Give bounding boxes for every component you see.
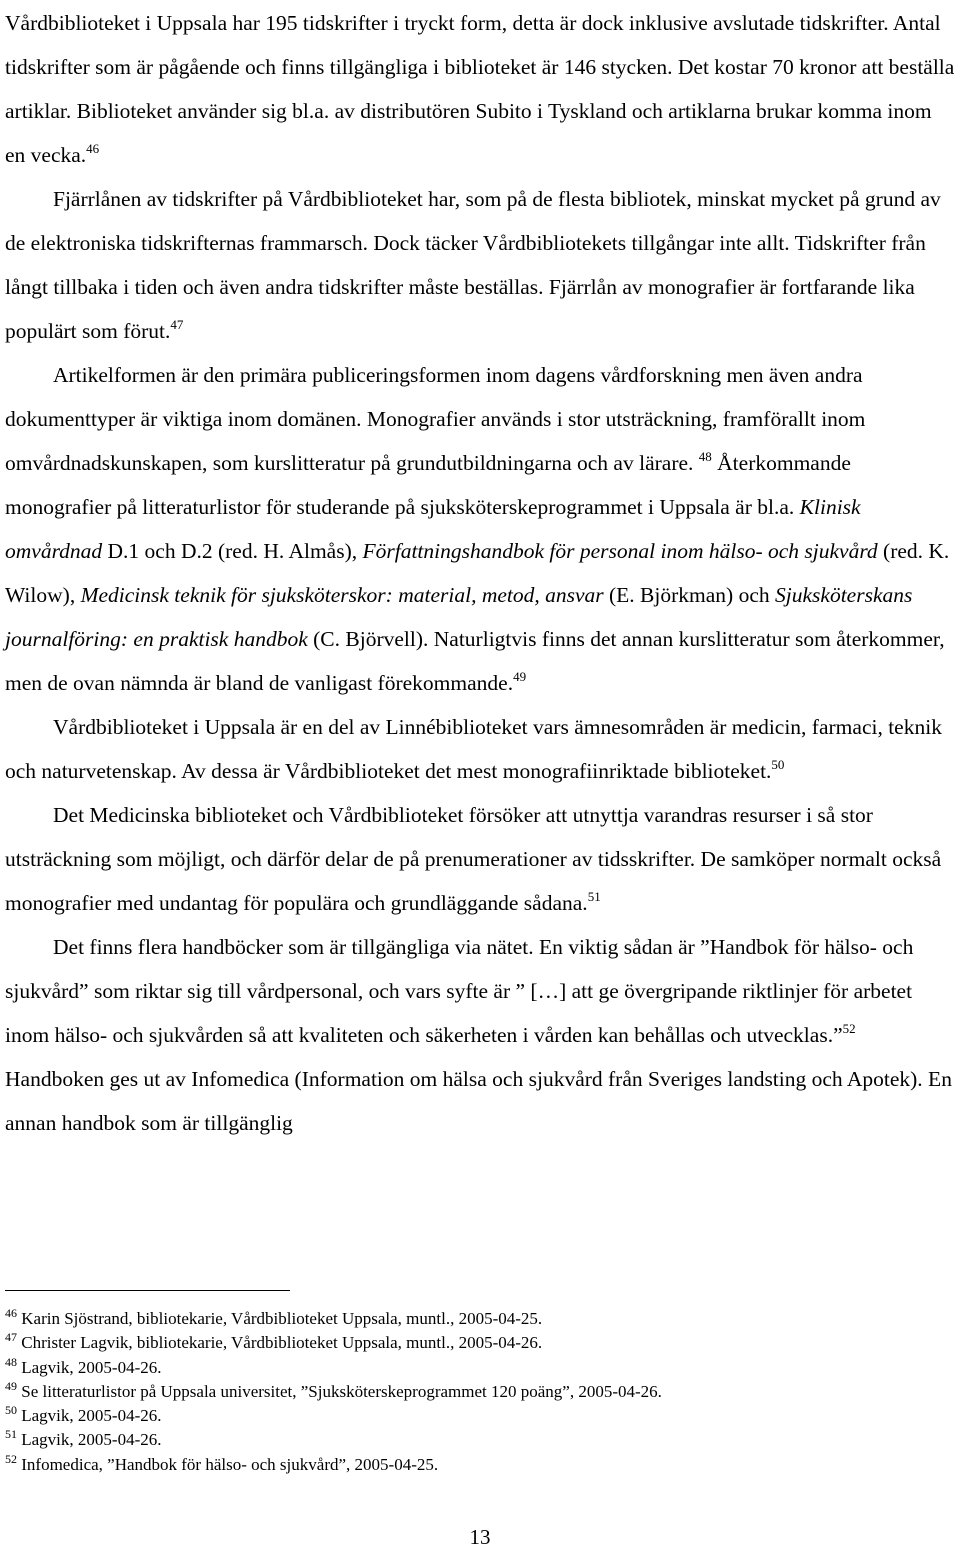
footnote-number: 48	[5, 1354, 17, 1369]
footnote-text: Karin Sjöstrand, bibliotekarie, Vårdbiblioteket Uppsala, muntl., 2005-04-25.	[21, 1309, 543, 1328]
footnote-reference: 51	[587, 889, 601, 904]
book-title: Sjuksköterskans journalföring: en praktisk handbok	[5, 583, 913, 651]
footnote-reference: 47	[170, 317, 184, 332]
text-run: Det Medicinska biblioteket och Vårdbiblioteket försöker att utnyttja varandras resurser i så stor utsträckning som möjligt, och därför delar de på prenumerationer av tidsskrifter. De samköper normalt också monografier med undantag för populära och grundläggande sådana.	[5, 803, 942, 915]
footnote-text: Christer Lagvik, bibliotekarie, Vårdbiblioteket Uppsala, muntl., 2005-04-26.	[21, 1333, 543, 1353]
footnote-reference: 49	[513, 669, 527, 684]
footnote-reference: 48	[698, 449, 712, 464]
text-run: Det finns flera handböcker som är tillgängliga via nätet. En viktig sådan är ”Handbok för hälso- och sjukvård” som riktar sig till vårdpersonal, och vars syfte är ” […] att ge övergripande riktlinjer för arbetet inom hälso- och sjukvården så att kvaliteten och säkerheten i vården kan behållas och utvecklas.”	[5, 935, 914, 1047]
footnote	[5, 1428, 955, 1452]
footnote	[5, 1380, 955, 1404]
text-run: (E. Björkman) och	[603, 583, 776, 607]
paragraph	[5, 705, 955, 793]
text-run: Vårdbiblioteket i Uppsala har 195 tidskrifter i tryckt form, detta är dock inklusive avslutade tidskrifter. Antal tidskrifter som är pågående och finns tillgängliga i biblioteket är 146 stycken. Det kostar 70 kronor att beställa artiklar. Biblioteket använder sig bl.a. av distributören Subito i Tyskland och artiklarna brukar komma inom en vecka.	[5, 11, 955, 167]
document-page	[5, 0, 955, 1145]
footnote	[5, 1356, 955, 1380]
footnote-text: Se litteraturlistor på Uppsala universitet, ”Sjuksköterskeprogrammet 120 poäng”, 2005-04-26.	[21, 1381, 662, 1401]
paragraph	[5, 925, 955, 1145]
footnote-number: 51	[5, 1427, 17, 1442]
footnote-reference: 52	[842, 1021, 856, 1036]
paragraph	[5, 177, 955, 353]
footnote-separator	[5, 1290, 290, 1291]
footnote-text: Infomedica, ”Handbok för hälso- och sjukvård”, 2005-04-25.	[21, 1454, 439, 1474]
text-run: D.1 och D.2 (red. H. Almås),	[102, 539, 363, 563]
footnote-number: 52	[5, 1451, 17, 1466]
text-run: Handboken ges ut av Infomedica (Information om hälsa och sjukvård från Sveriges landsting och Apotek). En annan handbok som är tillgänglig	[5, 1067, 952, 1135]
footnote	[5, 1453, 955, 1477]
paragraph	[5, 1, 955, 177]
footnote-reference: 50	[771, 757, 785, 772]
footnote-number: 50	[5, 1403, 17, 1418]
text-run: Vårdbiblioteket i Uppsala är en del av Linnébiblioteket vars ämnesområden är medicin, farmaci, teknik och naturvetenskap. Av dessa är Vårdbiblioteket det mest monografiinriktade biblioteket.	[5, 715, 942, 783]
body-text	[5, 0, 955, 1145]
footnote-number: 46	[5, 1306, 17, 1320]
footnote-text: Lagvik, 2005-04-26.	[21, 1357, 162, 1377]
text-run: Återkommande monografier på litteraturlistor för studerande på sjuksköterskeprogrammet i Uppsala är bl.a.	[5, 451, 851, 519]
footnote	[5, 1331, 955, 1355]
footnote	[5, 1307, 955, 1331]
page-number: 13	[469, 1525, 491, 1549]
book-title: Medicinsk teknik för sjuksköterskor: material, metod, ansvar	[80, 583, 604, 607]
book-title: Författningshandbok för personal inom hälso- och sjukvård	[362, 539, 878, 563]
footnote-text: Lagvik, 2005-04-26.	[21, 1430, 162, 1450]
footnote-number: 47	[5, 1330, 17, 1345]
text-run: Artikelformen är den primära publiceringsformen inom dagens vårdforskning men även andra dokumenttyper är viktiga inom domänen. Monografier används i stor utsträckning, framförallt inom omvårdnadskunskapen, som kurslitteratur på grundutbildningarna och av lärare.	[5, 363, 866, 475]
footnote-number: 49	[5, 1378, 17, 1393]
paragraph	[5, 793, 955, 925]
text-run: Fjärrlånen av tidskrifter på Vårdbiblioteket har, som på de flesta bibliotek, minskat mycket på grund av de elektroniska tidskrifternas frammarsch. Dock täcker Vårdbibliotekets tillgångar inte allt. Tidskrifter från långt tillbaka i tiden och även andra tidskrifter måste beställas. Fjärrlån av monografier är fortfarande lika populärt som förut.	[5, 187, 941, 343]
text-run: (red. K. Wilow),	[5, 539, 950, 607]
book-title: Klinisk omvårdnad	[5, 495, 861, 563]
footnote-text: Lagvik, 2005-04-26.	[21, 1406, 162, 1426]
footnote	[5, 1404, 955, 1428]
text-run: (C. Björvell). Naturligtvis finns det annan kurslitteratur som återkommer, men de ovan nämnda är bland de vanligast förekommande.	[5, 627, 945, 695]
paragraph	[5, 353, 955, 705]
footnotes	[5, 1307, 955, 1477]
footnote-reference: 46	[86, 141, 100, 156]
